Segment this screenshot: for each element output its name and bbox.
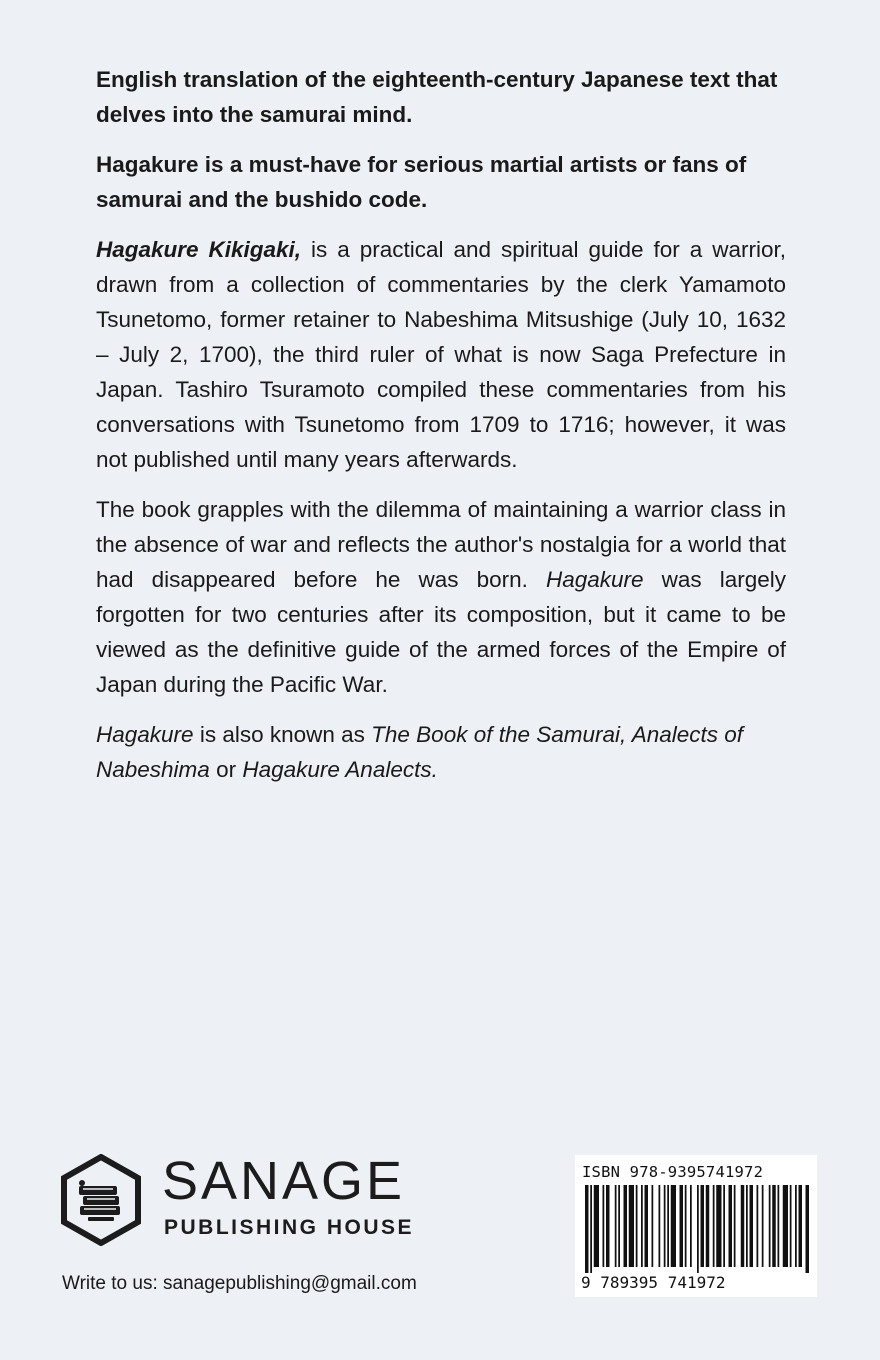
description-text: is a practical and spiritual guide for a warrior, drawn from a collection of commentaries by the clerk Yamamoto Tsunetomo, former retainer to Nabeshima Mitsushige (July 10, 1632 – July 2, 1700), the third ruler of what is now Saga Prefecture in Japan. Tashiro Tsuramoto compiled these commentaries from his conversations with Tsunetomo from 1709 to 1716; however, it was not published until many years afterwards. [96,237,786,472]
alias-text-b: or [209,757,243,782]
barcode-bar [652,1185,654,1267]
publisher-block [60,1152,420,1252]
barcode-bar [734,1185,736,1267]
barcode-bar [685,1185,687,1267]
book-title-italic: Hagakure [545,567,644,592]
contact-email[interactable]: Write to us: sanagepublishing@gmail.com [62,1273,417,1294]
barcode-bar [757,1185,759,1267]
alias-title-3: Hagakure Analects. [242,757,438,782]
barcode-bar [706,1185,710,1267]
barcode-bar [795,1185,797,1267]
barcode-bar [778,1185,780,1267]
barcode-bar [671,1185,676,1267]
barcode-bar [615,1185,617,1267]
barcode-bar [741,1185,745,1267]
barcode-bar [697,1185,699,1277]
barcode-bar [603,1185,605,1267]
alias-title-1: Hagakure [96,722,194,747]
history-text-a: The book grapples with the dilemma of maintaining a warrior class in the absence of war and reflects the author's nostalgia for a world that had disappeared before he was born. [96,497,786,592]
barcode-bar [806,1185,810,1277]
barcode-bar [701,1185,705,1267]
barcode-bar [590,1185,592,1277]
alias-text-a: is also known as [193,722,372,747]
barcode-bar [723,1185,725,1267]
blurb-tagline: Hagakure is a must-have for serious martial artists or fans of samurai and the bushido code. [96,152,747,212]
barcode-bar [769,1185,771,1267]
barcode-bars [583,1185,809,1277]
barcode-bar [762,1185,764,1267]
barcode-bar [664,1185,666,1267]
barcode-bar [618,1185,620,1267]
alias-title-2: The Book of the Samurai, Analects of Nabeshima [96,722,744,782]
history-text-b: was largely forgotten for two centuries after its composition, but it came to be viewed as the definitive guide of the armed forces of the Empire of Japan during the Pacific War. [96,567,786,697]
barcode-bar [594,1185,599,1267]
barcode-bar [606,1185,610,1267]
barcode-bar [680,1185,684,1267]
barcode-bar [772,1185,776,1267]
isbn-label: ISBN 978-9395741972 [582,1163,764,1181]
barcode-bar [690,1185,692,1267]
blurb-aliases [96,717,786,787]
barcode-bar [713,1185,715,1267]
barcode-bar [729,1185,733,1267]
blurb-headline: English translation of the eighteenth-century Japanese text that delves into the samurai mind. [96,67,778,127]
blurb-description [96,232,786,477]
book-title-bold: Hagakure Kikigaki, [96,237,302,262]
barcode-bar [667,1185,669,1267]
publisher-subtitle: PUBLISHING HOUSE [164,1216,415,1239]
barcode-bar [659,1185,661,1267]
barcode-bar [783,1185,788,1267]
barcode-bar [624,1185,628,1267]
barcode-digits: 9 789395 741972 [581,1273,813,1292]
cover-blurb [96,62,786,802]
barcode-bar [585,1185,589,1277]
barcode-bar [716,1185,721,1267]
barcode-bar [645,1185,649,1267]
barcode-bar [750,1185,754,1267]
stacked-books-hexagon-icon [60,1154,142,1246]
barcode-bar [629,1185,634,1267]
barcode-bar [636,1185,638,1267]
publisher-name: SANAGE [162,1151,406,1211]
blurb-history [96,492,786,702]
barcode-bar [799,1185,803,1267]
barcode-bar [641,1185,643,1267]
isbn-barcode [575,1155,817,1297]
barcode-bar [746,1185,748,1267]
barcode-bar [790,1185,792,1267]
